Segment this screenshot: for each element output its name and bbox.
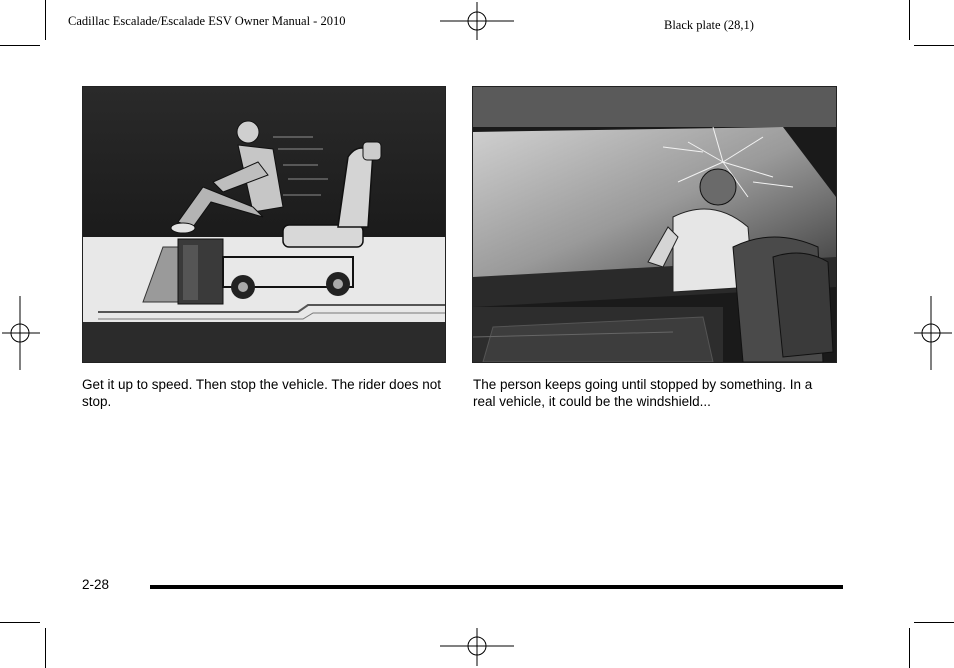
crop-mark bbox=[914, 622, 954, 623]
crop-mark bbox=[914, 45, 954, 46]
crop-mark bbox=[45, 0, 46, 40]
page-number: 2-28 bbox=[82, 577, 110, 592]
registration-mark-right bbox=[914, 296, 954, 372]
crop-mark bbox=[909, 628, 910, 668]
crop-mark bbox=[45, 628, 46, 668]
crop-mark bbox=[909, 0, 910, 40]
crop-mark bbox=[0, 622, 40, 623]
registration-mark-left bbox=[0, 296, 40, 372]
registration-mark-top bbox=[440, 0, 516, 40]
occupant-windshield-photo bbox=[472, 86, 837, 363]
manual-title: Cadillac Escalade/Escalade ESV Owner Manual - 2010 bbox=[68, 14, 346, 28]
footer-rule bbox=[150, 585, 843, 589]
crop-mark bbox=[0, 45, 40, 46]
figure-caption: The person keeps going until stopped by something. In a real vehicle, it could be the windshield... bbox=[473, 377, 813, 409]
plate-label: Black plate (28,1) bbox=[664, 18, 754, 32]
figure-caption: Get it up to speed. Then stop the vehicle. The rider does not stop. bbox=[82, 377, 441, 409]
crash-test-sled-illustration bbox=[82, 86, 446, 363]
registration-mark-bottom bbox=[440, 628, 516, 668]
